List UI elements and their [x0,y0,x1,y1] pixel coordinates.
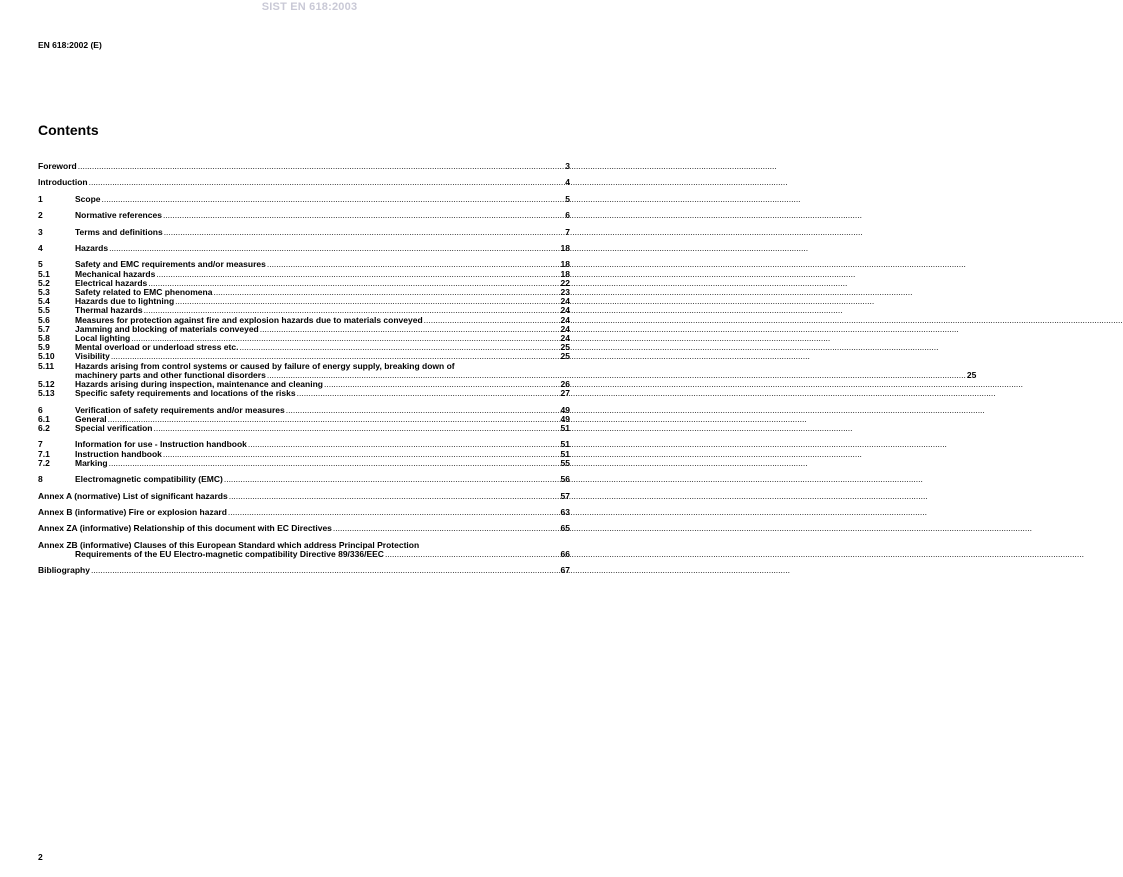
toc-entry-1[interactable] [38,195,570,204]
toc-page: 5 [565,193,570,204]
toc-title: Annex B (informative) Fire or explosion hazard [38,506,227,517]
toc-page: 6 [565,210,570,221]
toc-page: 57 [560,490,570,501]
toc-page: 26 [560,378,570,389]
toc-page: 66 [560,548,570,559]
toc-page: 4 [565,177,570,188]
toc-title-line-1: Hazards arising from control systems or caused by failure of energy supply, breaking down of [75,360,455,371]
toc-page: 55 [560,457,570,468]
toc-title: Verification of safety requirements and/or measures [75,404,285,415]
toc-number: 8 [38,474,43,485]
toc-leader [91,566,560,575]
toc-title: Measures for protection against fire and explosion hazards due to materials conveyed [75,314,423,325]
toc-number: 5.5 [38,305,50,316]
toc-leader [333,524,560,533]
toc-page: 67 [560,565,570,576]
toc-leader [109,244,559,253]
toc-title: Foreword [38,161,77,171]
toc-title: Bibliography [38,565,90,576]
toc-title: Hazards [75,242,109,253]
toc-entry-annex-zb[interactable] [38,541,570,559]
toc-title: Mental overload or underload stress etc. [75,342,239,353]
toc-title: Hazards due to lightning [75,296,175,307]
toc-title: Thermal hazards [75,305,143,316]
toc-page: 22 [560,277,570,288]
toc-number: 4 [38,242,43,253]
toc-title: Visibility [75,351,110,362]
toc-number: 5.9 [38,342,50,353]
toc-title: Hazards arising during inspection, maintenance and cleaning [75,378,323,389]
toc-page: 27 [560,388,570,399]
toc-title: Local lighting [75,332,131,343]
toc-page: 3 [565,161,570,171]
toc-entry-5-13[interactable] [38,389,570,398]
toc-title: Introduction [38,177,88,188]
toc-page: 63 [560,506,570,517]
toc-number: 5.4 [38,296,50,307]
page-number: 2 [38,852,43,862]
toc-number: 1 [38,193,43,204]
toc-number: 5.3 [38,286,50,297]
toc-entry-5-11[interactable] [38,360,977,380]
toc-number: 5 [38,259,43,270]
toc-page: 25 [966,369,977,380]
toc-number: 3 [38,226,43,237]
toc-leader [89,178,565,187]
toc-page: 24 [560,314,570,325]
toc-page: 25 [560,351,570,362]
toc-page: 18 [560,259,570,270]
toc-entry-6-2[interactable] [38,424,570,433]
toc-page: 18 [560,268,570,279]
toc-entry-8[interactable] [38,475,570,484]
toc-entry-4[interactable] [38,244,570,253]
toc-title-line-1: Annex ZB (informative) Clauses of this European Standard which address Principal Protection [38,539,420,550]
toc-number: 5.12 [38,378,55,389]
toc-page: 24 [560,323,570,334]
toc-title-line-2: machinery parts and other functional disorders [75,369,266,380]
toc-page: 25 [560,342,570,353]
toc-number: 7.2 [38,457,50,468]
toc-number: 7 [38,439,43,450]
toc-entry-annex-b[interactable] [38,508,570,517]
toc-entry-annex-a[interactable] [38,492,570,501]
toc-number: 6.2 [38,422,50,433]
toc-number: 6 [38,404,43,415]
toc-title: Annex A (normative) List of significant hazards [38,490,228,501]
toc-title-line-2: Requirements of the EU Electro-magnetic compatibility Directive 89/336/EEC [75,548,384,559]
toc-number: 5.11 [38,360,55,371]
toc-number: 2 [38,210,43,221]
toc-page: 49 [560,413,570,424]
table-of-contents [38,161,977,576]
toc-entry-annex-za[interactable] [38,524,570,533]
toc-title: Safety and EMC requirements and/or measures [75,259,266,270]
toc-leader [164,228,565,237]
toc-number: 6.1 [38,413,50,424]
toc-leader [297,389,560,398]
toc-number: 5.7 [38,323,50,334]
toc-page: 7 [565,226,570,237]
toc-leader [78,162,565,171]
toc-page: 23 [560,286,570,297]
watermark: SIST EN 618:2003 [261,1,358,13]
toc-title: Jamming and blocking of materials conveyed [75,323,259,334]
toc-entry-bibliography[interactable] [38,566,570,575]
toc-leader [109,459,560,468]
document-id: EN 618:2002 (E) [38,40,102,50]
toc-page: 18 [560,242,570,253]
toc-title: Safety related to EMC phenomena [75,286,213,297]
toc-leader [102,195,565,204]
toc-leader [228,508,560,517]
toc-number: 5.2 [38,277,50,288]
toc-entry-introduction[interactable] [38,178,570,187]
toc-title: Scope [75,193,101,204]
toc-page: 51 [560,439,570,450]
toc-leader [224,475,560,484]
toc-page: 51 [560,422,570,433]
toc-page: 56 [560,474,570,485]
toc-title: Electrical hazards [75,277,148,288]
toc-number: 5.6 [38,314,50,325]
toc-number: 7.1 [38,448,50,459]
toc-number: 5.1 [38,268,50,279]
page-title: Contents [38,122,99,138]
toc-number: 5.13 [38,388,55,399]
toc-title: General [75,413,107,424]
toc-leader [229,492,560,501]
toc-title: Electromagnetic compatibility (EMC) [75,474,223,485]
toc-entry-2[interactable] [38,211,570,220]
toc-title: Instruction handbook [75,448,162,459]
toc-title: Mechanical hazards [75,268,156,279]
toc-title: Annex ZA (informative) Relationship of this document with EC Directives [38,523,332,534]
toc-page: 65 [560,523,570,534]
toc-title: Information for use - Instruction handbook [75,439,247,450]
toc-leader [153,424,559,433]
toc-entry-3[interactable] [38,228,570,237]
toc-page: 51 [560,448,570,459]
toc-number: 5.8 [38,332,50,343]
toc-page: 49 [560,404,570,415]
toc-title: Special verification [75,422,153,433]
toc-title: Specific safety requirements and locations of the risks [75,388,296,399]
toc-page: 24 [560,305,570,316]
toc-entry-7-2[interactable] [38,459,570,468]
toc-leader [163,211,564,220]
toc-page: 24 [560,296,570,307]
toc-leader [385,550,560,559]
toc-number: 5.10 [38,351,55,362]
toc-page: 24 [560,332,570,343]
toc-title: Terms and definitions [75,226,163,237]
toc-title: Normative references [75,210,162,221]
toc-entry-foreword[interactable] [38,162,570,171]
toc-title: Marking [75,457,108,468]
